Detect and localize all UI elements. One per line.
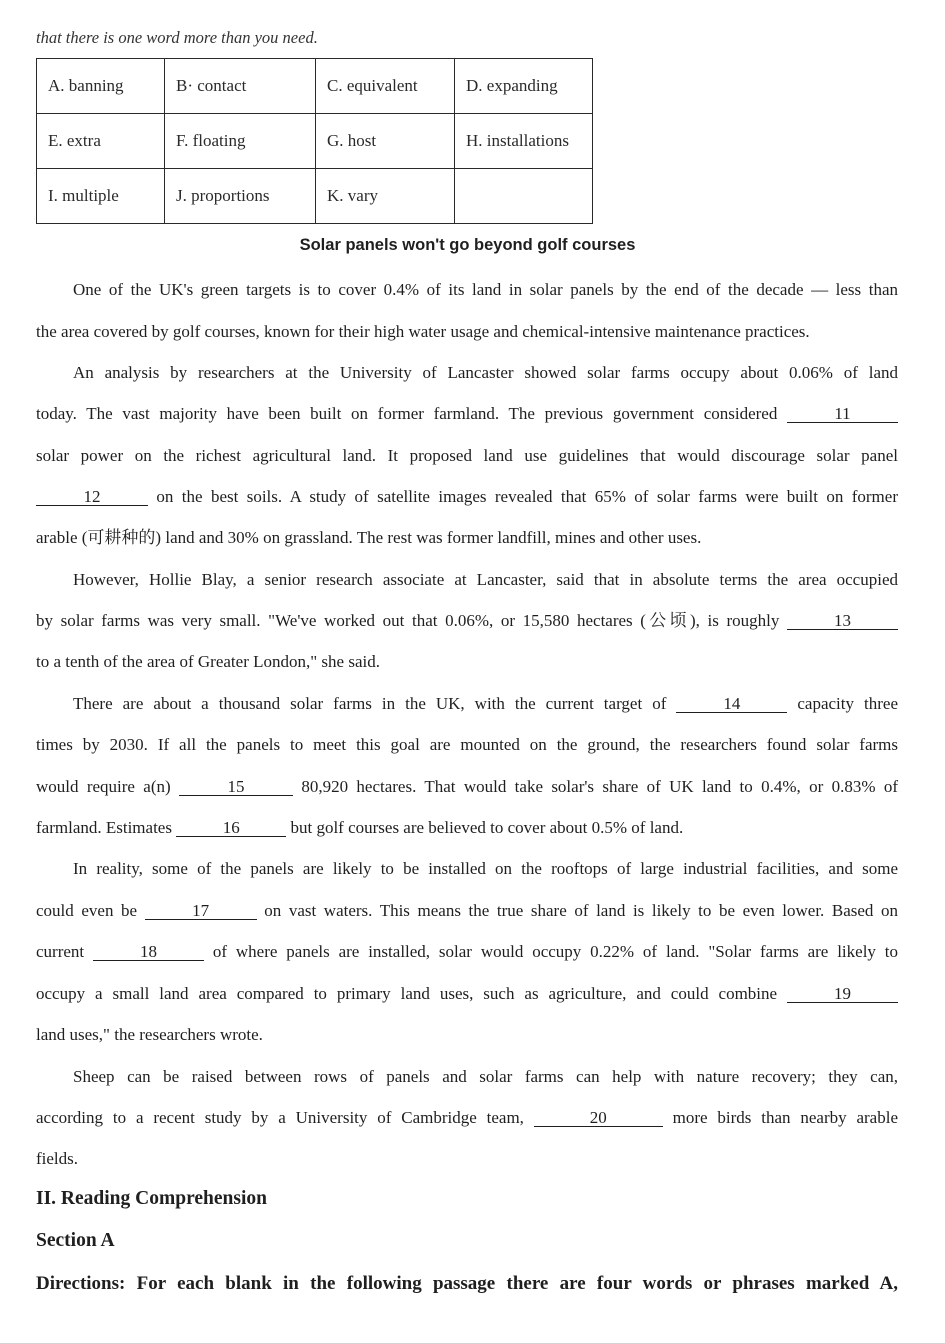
passage-line [36,942,898,962]
word-bank-cell: F. floating [165,114,316,169]
passage-line [36,901,898,921]
blank-19: 19 [787,985,898,1003]
blank-17: 17 [145,902,257,920]
passage-text: 80,920 hectares. That would take solar's share of UK land to 0.4%, or 0.83% of [293,777,898,796]
blank-13: 13 [787,612,898,630]
passage-line [73,694,898,714]
passage-text: One of the UK's green targets is to cover 0.4% of its land in solar panels by the end of the decade — less than [73,280,898,299]
passage-line [36,818,898,838]
passage-line [73,859,898,879]
passage-line [36,984,898,1004]
passage-line [36,487,898,507]
word-bank-cell: A. banning [37,59,165,114]
passage-text: by solar farms was very small. "We've worked out that 0.06%, or 15,580 hectares (公顷), is roughly [36,611,787,630]
word-bank-table [36,58,593,224]
word-bank-cell: E. extra [37,114,165,169]
blank-12: 12 [36,488,148,506]
passage-text: on the best soils. A study of satellite images revealed that 65% of solar farms were built on former [148,487,898,506]
passage-line [36,1025,898,1045]
passage-text: current [36,942,94,961]
passage-text: There are about a thousand solar farms in the UK, with the current target of [73,694,677,713]
passage-line [36,735,898,755]
passage-line [36,1149,898,1169]
passage-text: In reality, some of the panels are likely to be installed on the rooftops of large industrial facilities, and some [73,859,898,878]
passage-line [36,446,898,466]
word-bank-cell: B· contact [165,59,316,114]
passage-text: times by 2030. If all the panels to meet this goal are mounted on the ground, the researchers found solar farms [36,735,898,754]
word-bank-cell: H. installations [455,114,593,169]
passage-line [36,528,898,548]
directions-text: Directions: For each blank in the following passage there are four words or phrases marked A, [36,1273,898,1294]
passage-line [73,570,898,590]
section-subheading: Section A [36,1230,115,1251]
passage-text: land uses," the researchers wrote. [36,1025,263,1044]
blank-20: 20 [534,1109,663,1127]
word-bank-row [37,59,593,114]
word-bank-row [37,169,593,224]
passage-line [36,611,898,631]
passage-text: more birds than nearby arable [662,1108,898,1127]
passage-line [73,280,898,300]
passage-text: the area covered by golf courses, known for their high water usage and chemical-intensive maintenance practices. [36,322,810,341]
passage-text: occupy a small land area compared to primary land uses, such as agriculture, and could combine [36,984,787,1003]
passage-text: However, Hollie Blay, a senior research associate at Lancaster, said that in absolute terms the area occupied [73,570,898,589]
word-bank-row [37,114,593,169]
passage-text: capacity three [787,694,898,713]
passage-title: Solar panels won't go beyond golf courses [299,236,636,254]
passage-text: today. The vast majority have been built on former farmland. The previous government considered [36,404,787,423]
blank-18: 18 [93,943,204,961]
word-bank-cell [455,169,593,224]
passage-line [73,1067,898,1087]
passage-text: Sheep can be raised between rows of panels and solar farms can help with nature recovery; they can, [73,1067,898,1086]
passage-line [36,322,898,342]
word-bank-cell: D. expanding [455,59,593,114]
blank-14: 14 [676,695,787,713]
word-bank-cell: G. host [316,114,455,169]
passage-text: of where panels are installed, solar would occupy 0.22% of land. "Solar farms are likely to [204,942,899,961]
passage-text: solar power on the richest agricultural land. It proposed land use guidelines that would discourage solar panel [36,446,898,465]
passage-text: could even be [36,901,145,920]
word-bank-cell: K. vary [316,169,455,224]
passage-line [73,363,898,383]
passage-text: fields. [36,1149,79,1168]
passage-text: according to a recent study by a University of Cambridge team, [36,1108,534,1127]
passage-text: but golf courses are believed to cover about 0.5% of land. [286,818,684,837]
section-heading: II. Reading Comprehension [36,1188,267,1209]
instruction-text: that there is one word more than you need. [36,28,318,47]
passage-line [36,652,898,672]
word-bank-cell: I. multiple [37,169,165,224]
word-bank-cell: J. proportions [165,169,316,224]
passage-text: to a tenth of the area of Greater London," she said. [36,652,380,671]
passage-text: An analysis by researchers at the University of Lancaster showed solar farms occupy about 0.06% of land [73,363,898,382]
word-bank-cell: C. equivalent [316,59,455,114]
passage-line [36,1108,898,1128]
passage-text: arable (可耕种的) land and 30% on grassland. The rest was former landfill, mines and other uses. [36,528,702,547]
passage-line [36,777,898,797]
blank-16: 16 [176,819,286,837]
passage-text: on vast waters. This means the true share of land is likely to be even lower. Based on [256,901,899,920]
passage-text: would require a(n) [36,777,179,796]
blank-15: 15 [179,778,293,796]
passage-line [36,404,898,424]
blank-11: 11 [787,405,898,423]
passage-text: farmland. Estimates [36,818,177,837]
